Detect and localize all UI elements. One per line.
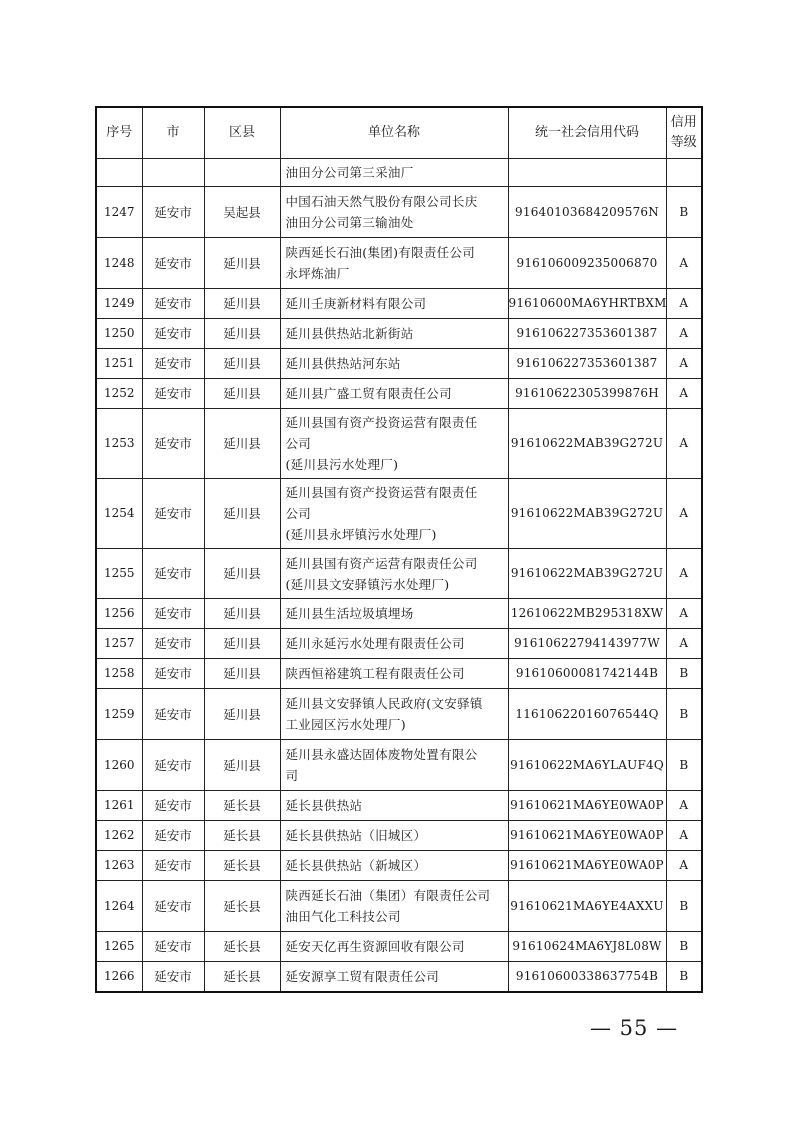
table-row — [96, 319, 702, 349]
cell-city: 延安市 — [142, 479, 204, 549]
cell-unit-name — [280, 659, 508, 689]
cell-seq: 1264 — [96, 881, 142, 932]
cell-seq: 1255 — [96, 549, 142, 599]
cell-credit-grade: A — [666, 851, 702, 881]
table-row — [96, 349, 702, 379]
cell-seq: 1260 — [96, 740, 142, 791]
cell-unit-name — [280, 349, 508, 379]
cell-unit-name — [280, 851, 508, 881]
cell-seq: 1262 — [96, 821, 142, 851]
cell-credit-code: 91610621MA6YE0WA0P — [508, 851, 666, 881]
cell-county: 延川县 — [204, 379, 280, 409]
header-seq: 序号 — [96, 107, 142, 159]
cell-credit-grade — [666, 159, 702, 187]
cell-credit-grade: B — [666, 932, 702, 962]
cell-seq: 1248 — [96, 238, 142, 289]
cell-credit-grade: A — [666, 479, 702, 549]
cell-credit-code: 91610600081742144B — [508, 659, 666, 689]
table-row — [96, 409, 702, 479]
table-row — [96, 791, 702, 821]
table-row — [96, 932, 702, 962]
cell-county: 延川县 — [204, 599, 280, 629]
header-grade-line1: 信用 — [670, 115, 697, 130]
cell-credit-code: 11610622016076544Q — [508, 689, 666, 740]
cell-city: 延安市 — [142, 821, 204, 851]
cell-county: 延长县 — [204, 932, 280, 962]
header-city: 市 — [142, 107, 204, 159]
table-row — [96, 289, 702, 319]
unit-name-line: (延川县永坪镇污水处理厂) — [285, 527, 437, 542]
cell-credit-code: 91610600338637754B — [508, 962, 666, 992]
cell-city: 延安市 — [142, 689, 204, 740]
cell-credit-code: 91610622MAB39G272U — [508, 409, 666, 479]
cell-credit-grade: A — [666, 821, 702, 851]
cell-credit-code — [508, 159, 666, 187]
cell-unit-name — [280, 740, 508, 791]
cell-unit-name — [280, 238, 508, 289]
cell-credit-code: 91610622MA6YLAUF4Q — [508, 740, 666, 791]
cell-credit-code: 91610621MA6YE4AXXU — [508, 881, 666, 932]
cell-county: 延长县 — [204, 881, 280, 932]
unit-name-line: 司 — [285, 768, 299, 783]
cell-county: 延长县 — [204, 851, 280, 881]
cell-credit-grade: B — [666, 881, 702, 932]
cell-credit-grade: A — [666, 349, 702, 379]
cell-county: 延长县 — [204, 821, 280, 851]
cell-seq: 1250 — [96, 319, 142, 349]
cell-seq — [96, 159, 142, 187]
table-row — [96, 962, 702, 992]
cell-county: 延川县 — [204, 659, 280, 689]
header-code: 统一社会信用代码 — [508, 107, 666, 159]
cell-credit-code: 91610621MA6YE0WA0P — [508, 821, 666, 851]
header-county: 区县 — [204, 107, 280, 159]
table-row — [96, 549, 702, 599]
unit-name-line: 工业园区污水处理厂) — [285, 717, 406, 732]
cell-credit-grade: A — [666, 791, 702, 821]
cell-unit-name — [280, 629, 508, 659]
table-row — [96, 187, 702, 238]
table-row — [96, 479, 702, 549]
cell-city: 延安市 — [142, 962, 204, 992]
unit-name-line: 永坪炼油厂 — [285, 266, 350, 281]
header-grade-line2: 等级 — [670, 135, 697, 150]
cell-city — [142, 159, 204, 187]
table-row — [96, 740, 702, 791]
cell-city: 延安市 — [142, 599, 204, 629]
cell-county: 延川县 — [204, 289, 280, 319]
unit-name-line: 延川县国有资产投资运营有限责任 — [285, 485, 478, 500]
unit-name-line: 延川县永盛达固体废物处置有限公 — [285, 747, 478, 762]
cell-city: 延安市 — [142, 319, 204, 349]
unit-name-line: 延川县国有资产运营有限责任公司 — [285, 555, 478, 571]
cell-city: 延安市 — [142, 851, 204, 881]
cell-credit-code: 91610621MA6YE0WA0P — [508, 791, 666, 821]
unit-name-line: 延川县文安驿镇人民政府(文安驿镇 — [285, 696, 483, 711]
table-row — [96, 159, 702, 187]
cell-credit-code: 91610600MA6YHRTBXM — [508, 289, 666, 319]
cell-credit-code: 916106009235006870 — [508, 238, 666, 289]
cell-seq: 1266 — [96, 962, 142, 992]
cell-seq: 1259 — [96, 689, 142, 740]
cell-credit-code: 91610622794143977W — [508, 629, 666, 659]
header-grade — [666, 107, 702, 159]
cell-seq: 1257 — [96, 629, 142, 659]
cell-credit-grade: B — [666, 962, 702, 992]
table-body — [96, 159, 702, 992]
unit-name-line: (延川县文安驿镇污水处理厂) — [285, 576, 450, 592]
cell-credit-grade: A — [666, 238, 702, 289]
unit-name-line: 中国石油天然气股份有限公司长庆 — [285, 194, 478, 209]
unit-name-line: 延川县供热站河东站 — [285, 356, 401, 371]
cell-unit-name — [280, 549, 508, 599]
unit-name-line: 延川县广盛工贸有限责任公司 — [285, 386, 452, 401]
unit-name-line: (延川县污水处理厂) — [285, 457, 399, 472]
table-row — [96, 238, 702, 289]
unit-name-line: 延川县供热站北新街站 — [285, 326, 414, 341]
unit-name-line: 延长县供热站（新城区） — [285, 858, 427, 873]
cell-seq: 1247 — [96, 187, 142, 238]
cell-county: 延长县 — [204, 791, 280, 821]
cell-unit-name — [280, 599, 508, 629]
cell-credit-grade: B — [666, 689, 702, 740]
cell-unit-name — [280, 289, 508, 319]
cell-credit-grade: A — [666, 629, 702, 659]
cell-city: 延安市 — [142, 881, 204, 932]
cell-unit-name — [280, 791, 508, 821]
unit-name-line: 油田分公司第三输油处 — [285, 215, 414, 230]
unit-name-line: 延长县供热站 — [285, 798, 363, 813]
cell-unit-name — [280, 319, 508, 349]
cell-county: 延川县 — [204, 549, 280, 599]
cell-unit-name — [280, 187, 508, 238]
table-row — [96, 689, 702, 740]
cell-city: 延安市 — [142, 238, 204, 289]
unit-name-line: 公司 — [285, 506, 312, 521]
cell-credit-code: 916106227353601387 — [508, 349, 666, 379]
cell-city: 延安市 — [142, 549, 204, 599]
table-row — [96, 629, 702, 659]
page-number: — 55 — — [590, 1016, 679, 1040]
cell-credit-grade: A — [666, 599, 702, 629]
cell-city: 延安市 — [142, 289, 204, 319]
cell-credit-code: 916106227353601387 — [508, 319, 666, 349]
cell-city: 延安市 — [142, 740, 204, 791]
cell-county — [204, 159, 280, 187]
credit-rating-table — [95, 106, 703, 993]
cell-unit-name — [280, 932, 508, 962]
cell-credit-code: 91610622305399876H — [508, 379, 666, 409]
cell-county: 吴起县 — [204, 187, 280, 238]
cell-city: 延安市 — [142, 932, 204, 962]
header-name: 单位名称 — [280, 107, 508, 159]
cell-credit-code: 91610622MAB39G272U — [508, 479, 666, 549]
cell-seq: 1265 — [96, 932, 142, 962]
cell-county: 延川县 — [204, 740, 280, 791]
unit-name-line: 延川壬庚新材料有限公司 — [285, 296, 427, 311]
cell-unit-name — [280, 159, 508, 187]
cell-county: 延川县 — [204, 349, 280, 379]
cell-credit-grade: B — [666, 659, 702, 689]
cell-unit-name — [280, 962, 508, 992]
unit-name-line: 延长县供热站（旧城区） — [285, 828, 427, 843]
cell-city: 延安市 — [142, 629, 204, 659]
unit-name-line: 陕西恒裕建筑工程有限责任公司 — [285, 666, 465, 681]
cell-credit-code: 91610622MAB39G272U — [508, 549, 666, 599]
unit-name-line: 延川县生活垃圾填埋场 — [285, 606, 414, 621]
unit-name-line: 陕西延长石油(集团)有限责任公司 — [285, 245, 476, 260]
cell-city: 延安市 — [142, 409, 204, 479]
cell-county: 延川县 — [204, 479, 280, 549]
unit-name-line: 油田气化工科技公司 — [285, 909, 401, 924]
cell-city: 延安市 — [142, 379, 204, 409]
cell-seq: 1258 — [96, 659, 142, 689]
cell-credit-grade: B — [666, 740, 702, 791]
cell-county: 延川县 — [204, 238, 280, 289]
cell-county: 延长县 — [204, 962, 280, 992]
cell-seq: 1256 — [96, 599, 142, 629]
cell-credit-code: 12610622MB295318XW — [508, 599, 666, 629]
cell-city: 延安市 — [142, 791, 204, 821]
unit-name-line: 延川县国有资产投资运营有限责任 — [285, 415, 478, 430]
unit-name-line: 延安源享工贸有限责任公司 — [285, 968, 440, 984]
cell-seq: 1253 — [96, 409, 142, 479]
cell-unit-name — [280, 379, 508, 409]
cell-county: 延川县 — [204, 689, 280, 740]
cell-credit-grade: A — [666, 379, 702, 409]
unit-name-line: 延川永延污水处理有限责任公司 — [285, 636, 465, 651]
unit-name-line: 油田分公司第三采油厂 — [285, 165, 414, 180]
cell-county: 延川县 — [204, 319, 280, 349]
cell-seq: 1263 — [96, 851, 142, 881]
cell-credit-code: 91640103684209576N — [508, 187, 666, 238]
cell-city: 延安市 — [142, 187, 204, 238]
cell-credit-grade: A — [666, 549, 702, 599]
table-row — [96, 821, 702, 851]
cell-unit-name — [280, 409, 508, 479]
cell-seq: 1249 — [96, 289, 142, 319]
cell-unit-name — [280, 881, 508, 932]
table-row — [96, 599, 702, 629]
cell-credit-grade: A — [666, 289, 702, 319]
cell-county: 延川县 — [204, 629, 280, 659]
cell-credit-grade: B — [666, 187, 702, 238]
cell-credit-grade: A — [666, 409, 702, 479]
unit-name-line: 公司 — [285, 436, 312, 451]
cell-seq: 1252 — [96, 379, 142, 409]
cell-unit-name — [280, 821, 508, 851]
table-row — [96, 881, 702, 932]
table-header-row — [96, 107, 702, 159]
cell-seq: 1254 — [96, 479, 142, 549]
cell-credit-code: 91610624MA6YJ8L08W — [508, 932, 666, 962]
table-row — [96, 659, 702, 689]
cell-unit-name — [280, 689, 508, 740]
cell-city: 延安市 — [142, 349, 204, 379]
cell-county: 延川县 — [204, 409, 280, 479]
cell-seq: 1251 — [96, 349, 142, 379]
cell-credit-grade: A — [666, 319, 702, 349]
table-row — [96, 851, 702, 881]
unit-name-line: 延安天亿再生资源回收有限公司 — [285, 939, 465, 954]
cell-unit-name — [280, 479, 508, 549]
cell-city: 延安市 — [142, 659, 204, 689]
table-row — [96, 379, 702, 409]
cell-seq: 1261 — [96, 791, 142, 821]
unit-name-line: 陕西延长石油（集团）有限责任公司 — [285, 888, 491, 903]
